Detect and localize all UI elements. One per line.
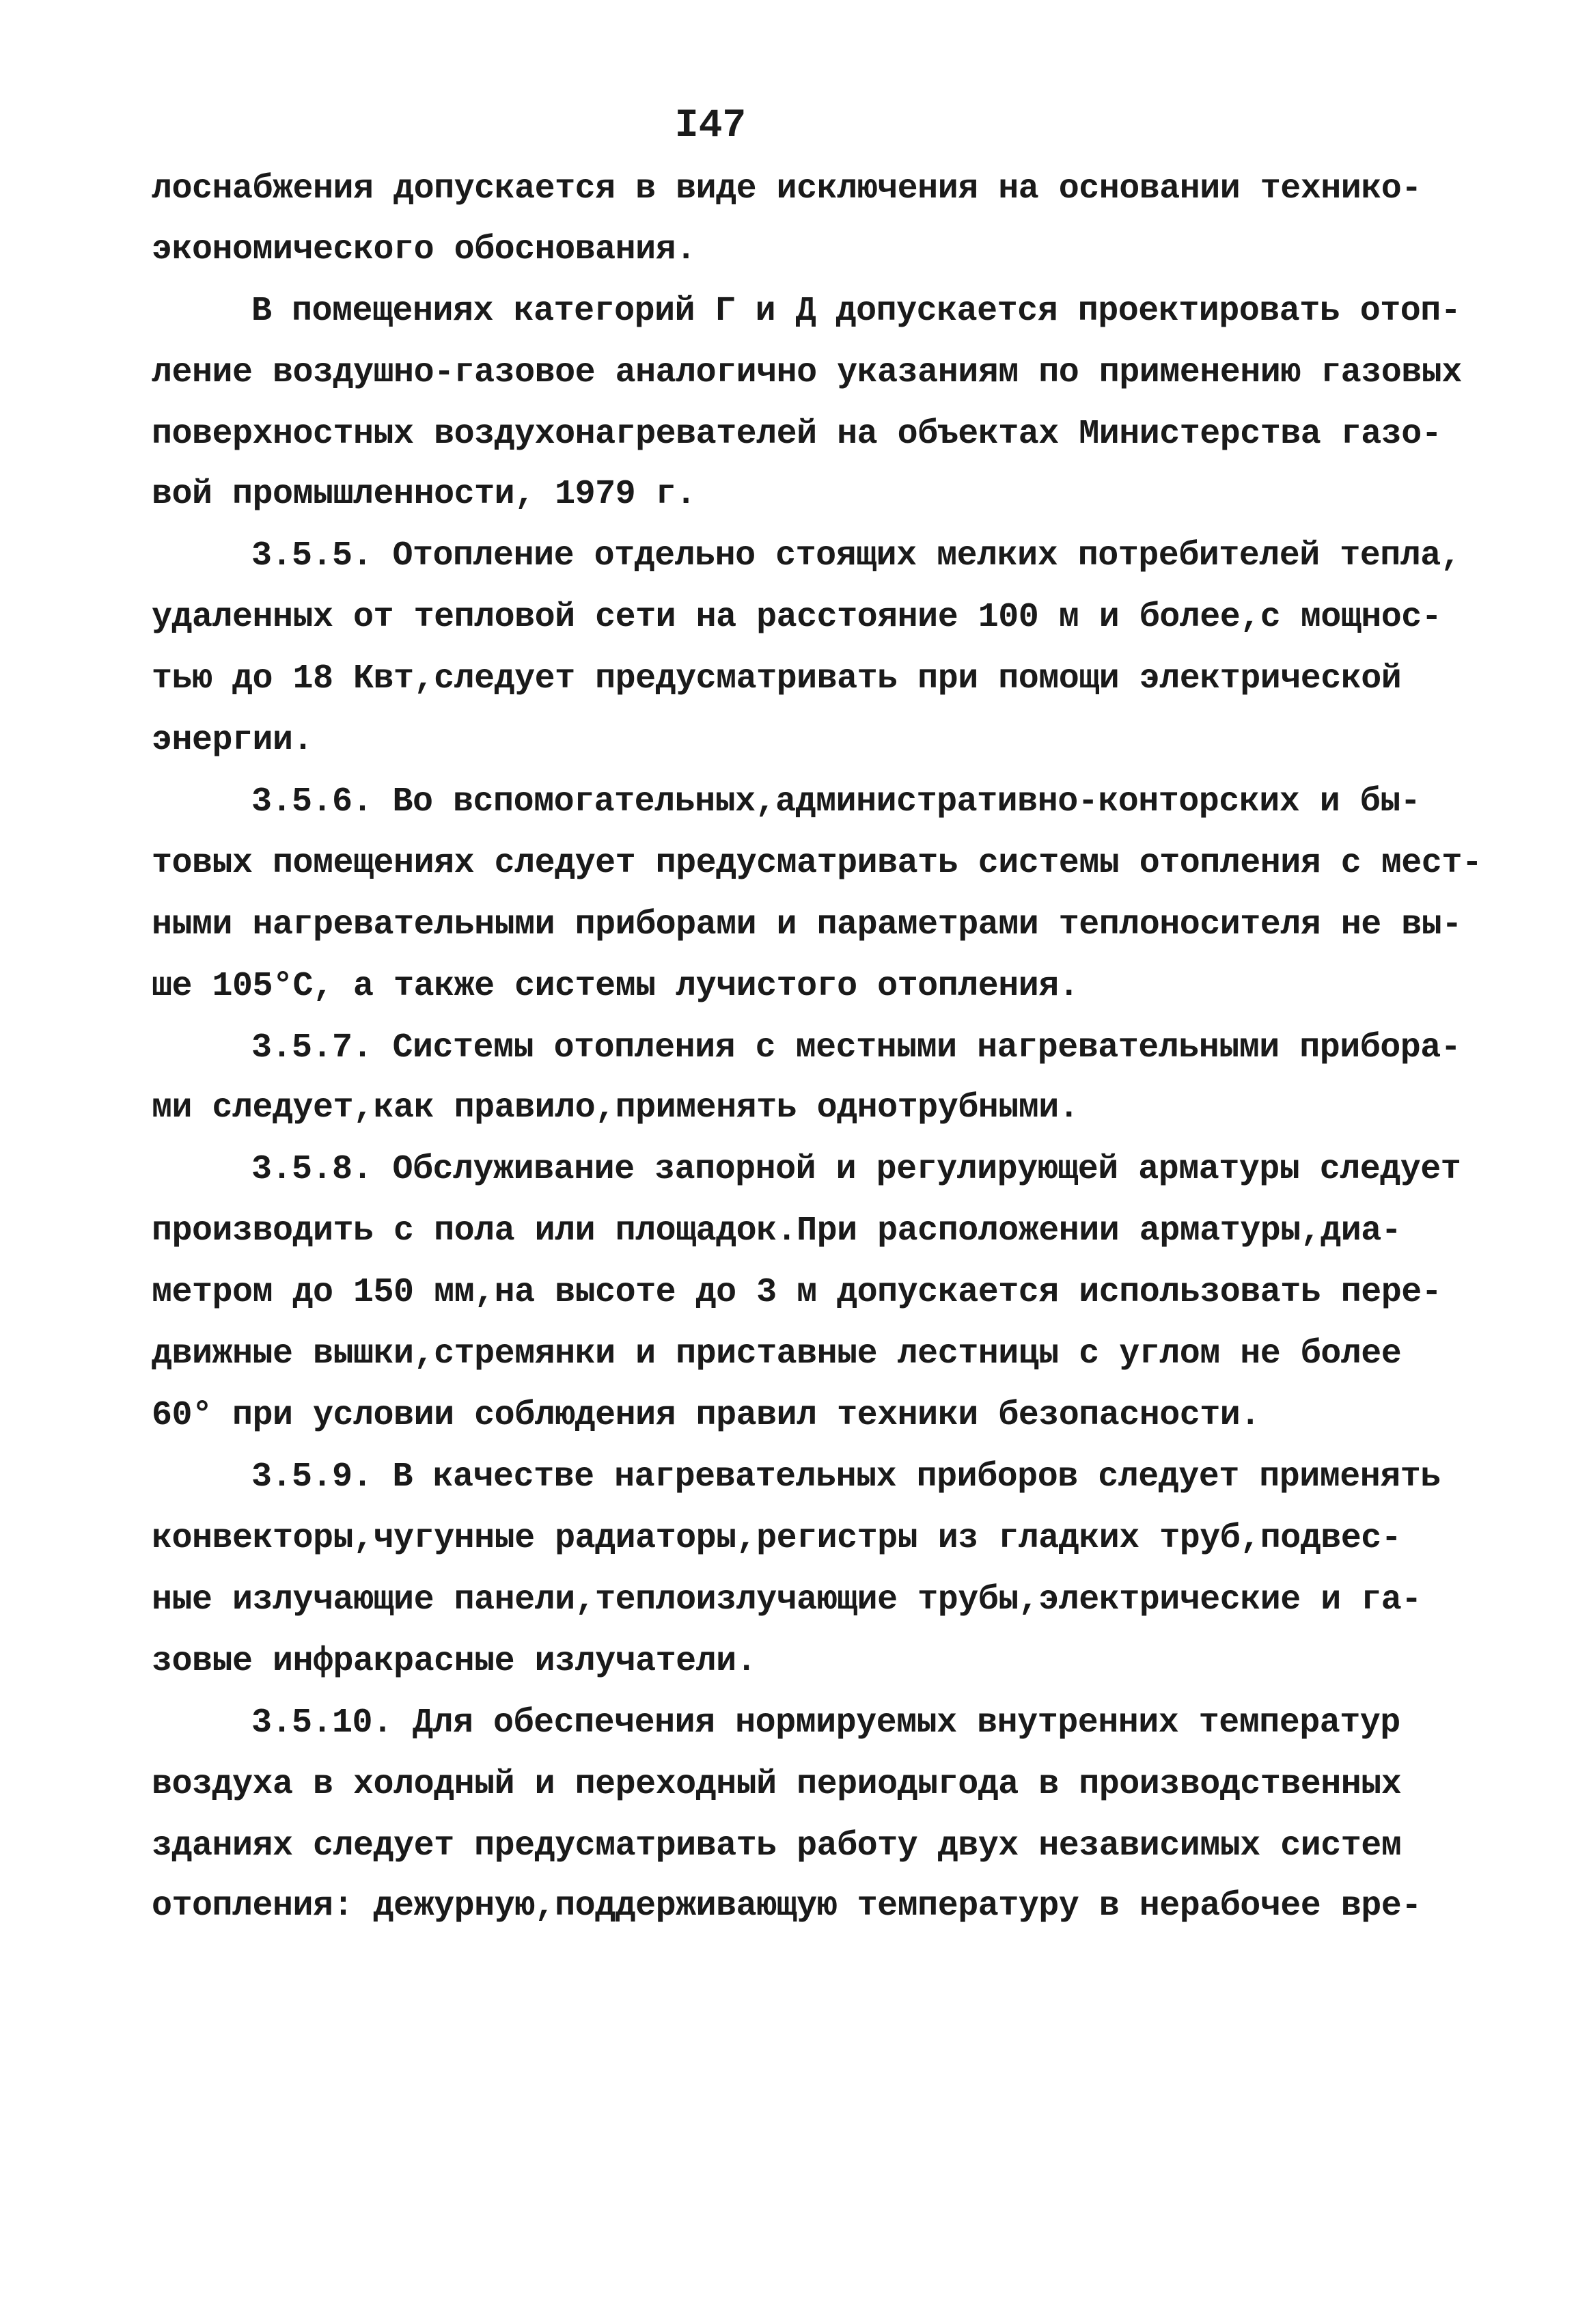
text-line: экономического обоснования. <box>152 230 696 269</box>
text-line: 60° при условии соблюдения правил техники безопасности. <box>152 1396 1260 1435</box>
text-line: воздуха в холодный и переходный периодыгода в производственных <box>152 1765 1402 1804</box>
text-line: 3.5.10. Для обеспечения нормируемых внутренних температур <box>251 1704 1400 1742</box>
text-line: движные вышки,стремянки и приставные лестницы с углом не более <box>152 1335 1402 1373</box>
text-line: метром до 150 мм,на высоте до 3 м допускается использовать пере- <box>152 1273 1442 1312</box>
text-line: производить с пола или площадок.При расположении арматуры,диа- <box>152 1212 1402 1250</box>
text-line: лоснабжения допускается в виде исключения на основании технико- <box>152 169 1422 208</box>
text-line: ные излучающие панели,теплоизлучающие трубы,электрические и га- <box>152 1581 1422 1619</box>
text-line: зовые инфракрасные излучатели. <box>152 1642 757 1681</box>
text-line: ление воздушно-газовое аналогично указаниям по применению газовых <box>152 353 1462 392</box>
text-line: 3.5.9. В качестве нагревательных приборов следует применять <box>251 1458 1441 1496</box>
page-number: I47 <box>674 104 747 148</box>
text-line: тью до 18 Квт,следует предусматривать при помощи электрической <box>152 659 1402 698</box>
text-line: удаленных от тепловой сети на расстояние 100 м и более,с мощнос- <box>152 598 1442 637</box>
text-line: ми следует,как правило,применять однотрубными. <box>152 1089 1079 1127</box>
text-line: энергии. <box>152 721 314 760</box>
text-line: ными нагревательными приборами и параметрами теплоносителя не вы- <box>152 905 1462 944</box>
text-line: поверхностных воздухонагревателей на объектах Министерства газо- <box>152 415 1442 454</box>
text-line: отопления: дежурную,поддерживающую температуру в нерабочее вре- <box>152 1887 1422 1926</box>
text-line: 3.5.6. Во вспомогательных,административно-конторских и бы- <box>251 782 1421 821</box>
text-line: 3.5.7. Системы отопления с местными нагревательными прибора- <box>251 1028 1461 1067</box>
text-line: ше 105°С, а также системы лучистого отопления. <box>152 967 1079 1006</box>
text-line: конвекторы,чугунные радиаторы,регистры из гладких труб,подвес- <box>152 1519 1402 1558</box>
text-line: 3.5.8. Обслуживание запорной и регулирующей арматуры следует <box>251 1150 1461 1189</box>
text-line: В помещениях категорий Г и Д допускается проектировать отоп- <box>251 292 1461 331</box>
text-line: 3.5.5. Отопление отдельно стоящих мелких потребителей тепла, <box>251 536 1461 575</box>
text-line: зданиях следует предусматривать работу двух независимых систем <box>152 1827 1402 1865</box>
text-line: вой промышленности, 1979 г. <box>152 475 696 514</box>
text-line: товых помещениях следует предусматривать системы отопления с мест- <box>152 844 1482 883</box>
